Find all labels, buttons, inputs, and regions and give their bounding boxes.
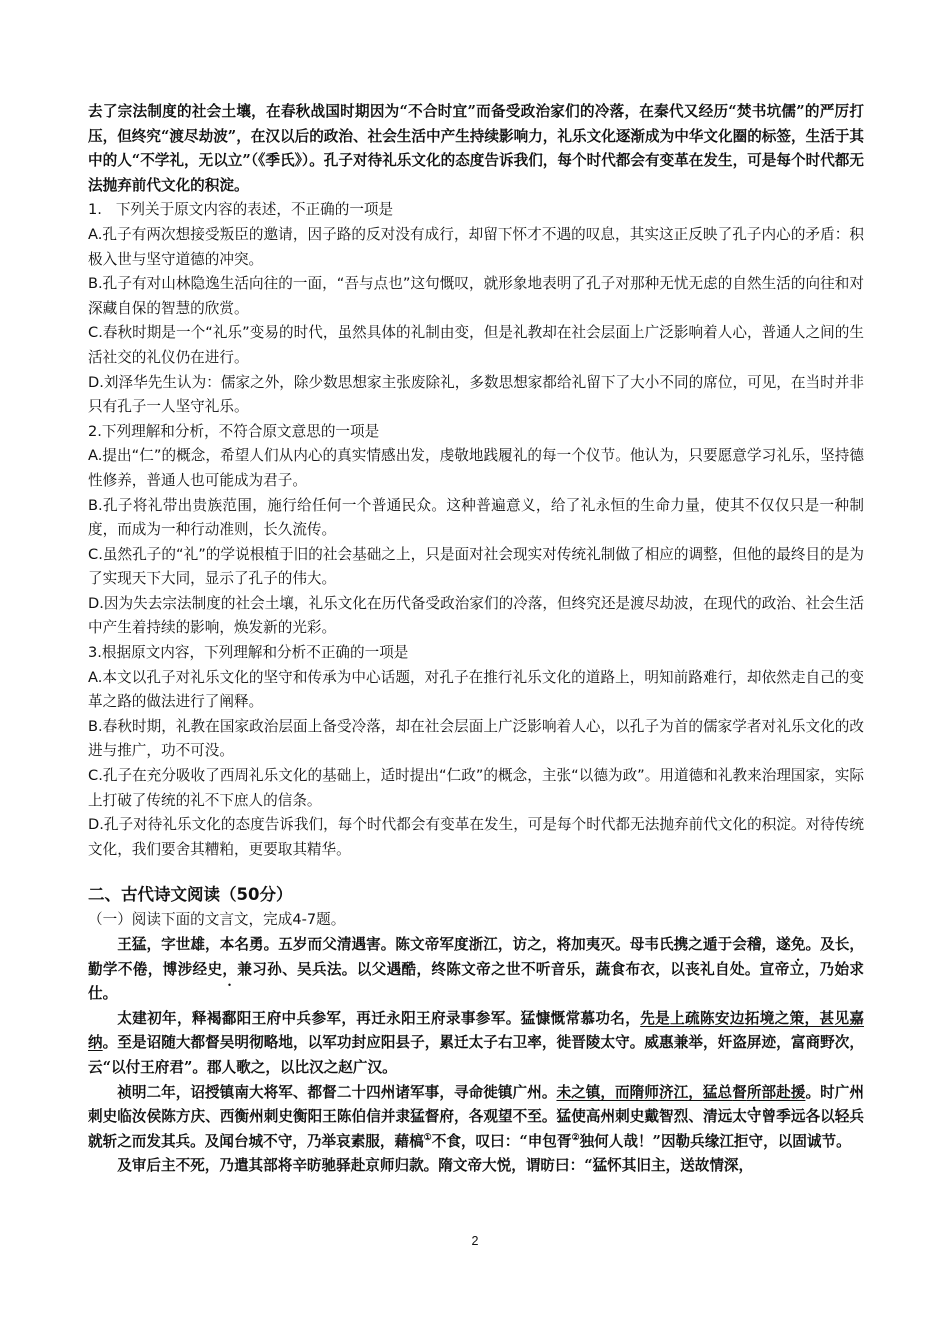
emphasis-dot-char: 遂 xyxy=(776,936,791,953)
text-run: 不食，叹曰：“申包胥 xyxy=(431,1132,572,1150)
footnote-marker: ① xyxy=(423,1132,432,1143)
text-run: 免。及长，勤学不倦，博涉经 xyxy=(88,936,864,978)
option-b: B.春秋时期，礼教在国家政治层面上备受冷落，却在社会层面上广泛影响着人心，以孔子为首的儒家学者对礼乐文化的改进与推广，功不可没。 xyxy=(88,717,864,760)
classical-paragraph-1 xyxy=(88,933,864,1007)
text-run: 。时广州刺史临汝侯陈方庆、西衡州刺史衡阳王陈伯信并隶猛督府，各观望不至。猛使高州刺史戴智烈、清远太守曾季远各以轻兵就斩之而发其兵。及闻台城不守，乃举哀素服，藉槁 xyxy=(88,1083,864,1150)
emphasis-dot-char: 史 xyxy=(207,960,223,978)
question-stem: 2.下列理解和分析，不符合原文意思的一项是 xyxy=(88,422,380,440)
underlined-sentence: 先是上疏陈安边拓境之策，甚见嘉纳 xyxy=(88,1009,864,1052)
text-run: 王猛，字世雄，本名勇。五岁而父清遇害。陈文帝军度浙江，访之，将加夷灭。母韦氏携之遁于会 xyxy=(117,936,747,953)
option-b: B.孔子将礼带出贵族范围，施行给任何一个普通民众。这种普遍意义，给了礼永恒的生命力量，使其不仅仅只是一种制度，而成为一种行动准则，长久流传。 xyxy=(88,496,864,539)
classical-paragraph-4: 及审后主不死，乃遣其部将辛昉驰驿赴京师归款。隋文帝大悦，谓昉曰：“猛怀其旧主，送故情深， xyxy=(117,1157,754,1175)
option-d: D.刘泽华先生认为：儒家之外，除少数思想家主张废除礼，多数思想家都给礼留下了大小不同的席位，可见，在当时并非只有孔子一人坚守礼乐。 xyxy=(88,373,864,416)
section-instruction: （一）阅读下面的文言文，完成4-7题。 xyxy=(88,911,346,929)
underlined-sentence: 猛总 xyxy=(702,1083,733,1101)
option-d: D.因为失去宗法制度的社会土壤，礼乐文化在历代备受政治家们的冷落，但终究还是渡尽劫波，在现代的政治、社会生活中产生着持续的影响，焕发新的光彩。 xyxy=(88,594,864,637)
option-c: C.虽然孔子的“礼”的学说根植于旧的社会基础之上，只是面对社会现实对传统礼制做了相应的调整，但他的最终目的是为了实现天下大同，显示了孔子的伟大。 xyxy=(88,545,864,588)
emphasis-dot-char: 督 xyxy=(732,1083,747,1101)
classical-paragraph-2 xyxy=(88,1007,864,1081)
option-b: B.孔子有对山林隐逸生活向往的一面，“吾与点也”这句慨叹，就形象地表明了孔子对那种无忧无虑的自然生活的向往和对深藏自保的智慧的欣赏。 xyxy=(88,275,864,317)
classical-paragraph-3 xyxy=(88,1081,864,1155)
footnote-marker: ② xyxy=(571,1132,580,1143)
text-run: ，兼习孙、吴兵法。以父遇酷，终陈文帝之世不听音乐，蔬食布衣，以丧礼自处。宣帝立，乃始求仕。 xyxy=(88,960,864,1003)
option-a: A.本文以孔子对礼乐文化的坚守和传承为中心话题，对孔子在推行礼乐文化的道路上，明知前路难行，却依然走自己的变革之路的做法进行了阐释。 xyxy=(88,668,864,711)
option-c: C.孔子在充分吸收了西周礼乐文化的基础上，适时提出“仁政”的概念，主张“以德为政”。用道德和礼教来治理国家，实际上打破了传统的礼不下庶人的信条。 xyxy=(88,767,864,809)
text-run: 太建初年，释褐鄱阳王府中兵参军，再迁永阳王府录事参军。猛慷慨常慕功名， xyxy=(117,1009,641,1027)
document-page xyxy=(88,100,864,1179)
option-c: C.春秋时期是一个“礼乐”变易的时代，虽然具体的礼制由变，但是礼教却在社会层面上广泛影响着人心，普通人之间的生活社交的礼仪仍在进行。 xyxy=(88,324,864,366)
option-a: A.孔子有两次想接受叛臣的邀请，因子路的反对没有成行，却留下怀才不遇的叹息，其实这正反映了孔子内心的矛盾：积极入世与坚守道德的冲突。 xyxy=(88,225,864,268)
question-stem: 1. 下列关于原文内容的表述，不正确的一项是 xyxy=(88,201,394,219)
question-3 xyxy=(88,641,864,862)
option-a: A.提出“仁”的概念，希望人们从内心的真实情感出发，虔敬地践履礼的每一个仪节。他认为，只要愿意学习礼乐，坚持德性修养，普通人也可能成为君子。 xyxy=(88,447,864,489)
intro-paragraph: 去了宗法制度的社会土壤，在春秋战国时期因为“不合时宜”而备受政治家们的冷落，在秦代又经历“焚书坑儒”的严厉打压，但终究“渡尽劫波”，在汉以后的政治、社会生活中产生持续影响力，礼乐文化逐渐成为中华文化圈的标签，生活于其中的人“不学礼，无以立”（《季氏》）。孔子对待礼乐文化的态度告诉我们，每个时代都会有变革在发生，可是每个时代都无法抛弃前代文化的积淀。 xyxy=(88,103,864,194)
question-2 xyxy=(88,420,864,641)
text-run: 独何人哉！”因勒兵缘江拒守，以固诚节。 xyxy=(579,1132,851,1150)
section-heading: 二、古代诗文阅读（50分） xyxy=(88,885,293,905)
question-stem: 3.根据原文内容，下列理解和分析不正确的一项是 xyxy=(88,644,409,662)
option-d: D.孔子对待礼乐文化的态度告诉我们，每个时代都会有变革在发生，可是每个时代都无法抛弃前代文化的积淀。对待传统文化，我们要舍其糟粕，更要取其精华。 xyxy=(88,816,864,858)
text-run: 。至是诏随大都督吴明彻略地，以军功封应阳县子，累迁太子右卫率，徙晋陵太守。威惠兼举，奸盗屏迹，富商野次，云“以付王府君”。郡人歌之，以比汉之赵广汉。 xyxy=(88,1034,864,1076)
underlined-sentence: 未之镇，而隋师济江， xyxy=(556,1083,703,1101)
question-1 xyxy=(88,198,864,419)
text-run: 稽， xyxy=(746,936,777,953)
page-number: 2 xyxy=(471,1234,479,1248)
underlined-sentence: 所部赴援 xyxy=(746,1083,806,1101)
text-run: 祯明二年，诏授镇南大将军、都督二十四州诸军事，寻命徙镇广州。 xyxy=(117,1083,557,1101)
